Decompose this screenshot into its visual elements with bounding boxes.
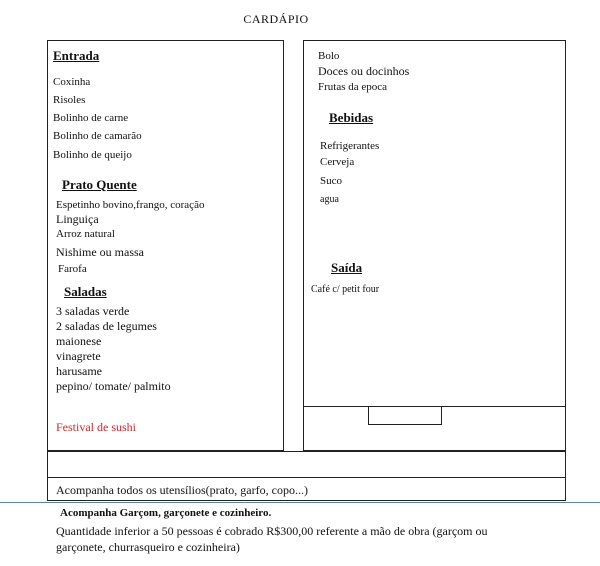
footer-bold-line: Acompanha Garçom, garçonete e cozinheiro. bbox=[60, 507, 272, 519]
footer-line-1: Quantidade inferior a 50 pessoas é cobrado R$300,00 referente a mão de obra (garçom ou bbox=[56, 524, 488, 538]
bebidas-item: Cerveja bbox=[320, 156, 355, 168]
right-column-box bbox=[303, 40, 566, 451]
entrada-item: Bolinho de carne bbox=[53, 112, 129, 124]
bebidas-item: Suco bbox=[320, 175, 342, 187]
saladas-heading: Saladas bbox=[64, 284, 107, 299]
entrada-item: Coxinha bbox=[53, 76, 91, 88]
empty-row-box bbox=[47, 451, 566, 478]
footer-line-2: garçonete, churrasqueiro e cozinheira) bbox=[56, 540, 240, 554]
bebidas-item: Refrigerantes bbox=[320, 140, 380, 152]
prato-quente-item: Linguiça bbox=[56, 212, 99, 226]
entrada-item: Risoles bbox=[53, 94, 86, 106]
saida-item: Café c/ petit four bbox=[311, 284, 380, 295]
salada-item: harusame bbox=[56, 364, 102, 378]
utensils-text: Acompanha todos os utensílios(prato, garfo, copo...) bbox=[56, 483, 308, 497]
prato-quente-item: Arroz natural bbox=[56, 228, 115, 240]
entrada-heading: Entrada bbox=[53, 48, 100, 63]
sobremesa-item: Frutas da epoca bbox=[318, 81, 388, 93]
bebidas-item: agua bbox=[320, 194, 339, 205]
salada-item: vinagrete bbox=[56, 349, 101, 363]
entrada-item: Bolinho de queijo bbox=[53, 149, 132, 161]
salada-item: 2 saladas de legumes bbox=[56, 319, 157, 333]
sobremesa-item: Doces ou docinhos bbox=[318, 64, 410, 78]
prato-quente-item: Nishime ou massa bbox=[56, 245, 144, 259]
prato-quente-item: Espetinho bovino,frango, coração bbox=[56, 199, 205, 211]
salada-item: 3 saladas verde bbox=[56, 304, 130, 318]
bebidas-heading: Bebidas bbox=[329, 110, 374, 125]
footer-rule bbox=[0, 502, 600, 503]
salada-item: maionese bbox=[56, 334, 102, 348]
entrada-item: Bolinho de camarão bbox=[53, 130, 142, 142]
small-inner-box bbox=[368, 406, 442, 425]
page-title: CARDÁPIO bbox=[243, 12, 309, 26]
saida-heading: Saída bbox=[331, 260, 363, 275]
prato-quente-heading: Prato Quente bbox=[62, 177, 137, 192]
festival-sushi: Festival de sushi bbox=[56, 420, 136, 434]
prato-quente-item: Farofa bbox=[58, 263, 87, 275]
sobremesa-item: Bolo bbox=[318, 50, 340, 62]
salada-item: pepino/ tomate/ palmito bbox=[56, 379, 171, 393]
